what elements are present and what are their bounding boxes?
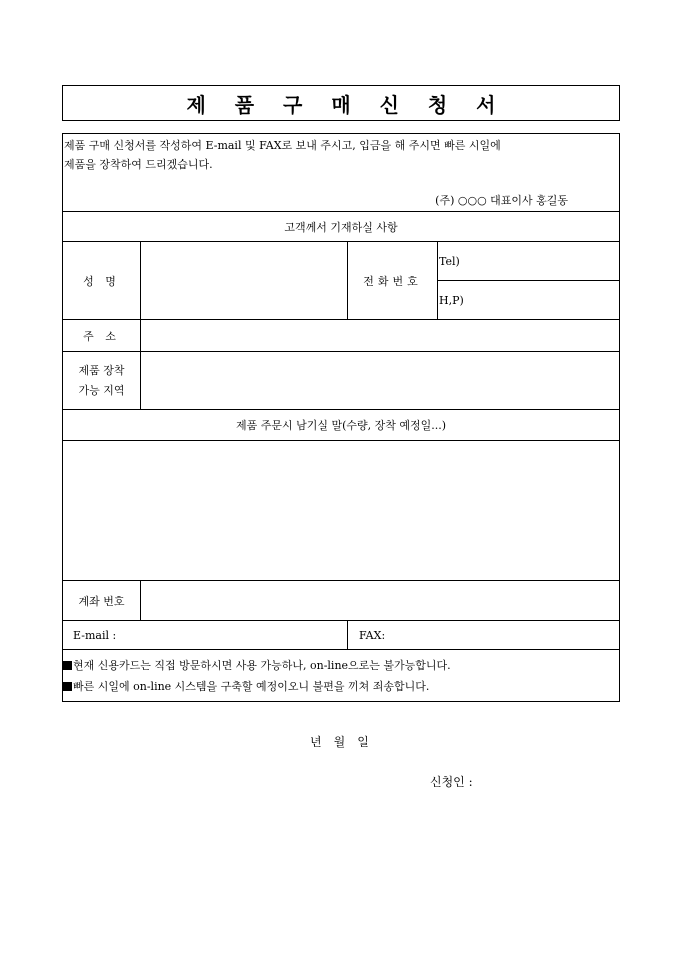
email-field[interactable] (63, 621, 348, 650)
area-input[interactable] (141, 352, 620, 410)
hp-field[interactable] (438, 281, 620, 320)
order-form-table (62, 133, 620, 702)
email-label: E-mail : (73, 628, 117, 642)
area-label-line-2: 가능 지역 (78, 383, 125, 397)
intro-row (63, 134, 620, 212)
note-2-text: 빠른 시일에 on-line 시스템을 구축할 예정이오니 불편을 끼쳐 죄송합니다. (73, 679, 430, 693)
name-input[interactable] (141, 242, 348, 320)
order-section-row (63, 410, 620, 441)
note-1 (63, 655, 619, 676)
notes-row (63, 650, 620, 702)
notes-cell (63, 650, 620, 702)
hp-prefix: H,P) (439, 293, 464, 307)
customer-section-heading: 고객께서 기재하실 사항 (63, 212, 620, 242)
order-message-input[interactable] (63, 441, 620, 581)
fax-field[interactable] (348, 621, 620, 650)
date-year: 년 (310, 735, 322, 749)
area-label (63, 352, 141, 410)
applicant-label: 신청인 : (430, 775, 473, 789)
email-fax-row (63, 621, 620, 650)
address-row (63, 320, 620, 352)
note-1-text: 현재 신용카드는 직접 방문하시면 사용 가능하나, on-line으로는 불가능합니다. (73, 658, 451, 672)
note-2 (63, 676, 619, 697)
name-label: 성 명 (63, 242, 141, 320)
square-bullet-icon (63, 682, 72, 691)
date-month: 월 (333, 735, 346, 749)
area-row (63, 352, 620, 410)
order-message-row (63, 441, 620, 581)
tel-field[interactable] (438, 242, 620, 281)
date-line (310, 733, 381, 750)
phone-label: 전화번호 (348, 242, 438, 320)
document-title: 제 품 구 매 신 청 서 (186, 92, 507, 117)
intro-cell (63, 134, 620, 212)
account-row (63, 581, 620, 621)
square-bullet-icon (63, 661, 72, 670)
signature: (주) ○○○ 대표이사 홍길동 (435, 194, 569, 207)
address-input[interactable] (141, 320, 620, 352)
customer-section-row (63, 212, 620, 242)
order-section-heading: 제품 주문시 남기실 말(수량, 장착 예정일...) (63, 410, 620, 441)
title-box (62, 85, 620, 121)
area-label-line-1: 제품 장착 (78, 363, 125, 377)
address-label: 주 소 (63, 320, 141, 352)
date-day: 일 (357, 735, 369, 749)
intro-line-1: 제품 구매 신청서를 작성하여 E-mail 및 FAX로 보내 주시고, 입금을 해 주시면 빠른 시일에 (64, 139, 501, 152)
name-phone-row (63, 242, 620, 281)
account-label: 계좌 번호 (63, 581, 141, 621)
intro-line-2: 제품을 장착하여 드리겠습니다. (64, 158, 213, 171)
tel-prefix: Tel) (439, 255, 460, 268)
account-input[interactable] (141, 581, 620, 621)
fax-label: FAX: (359, 628, 386, 642)
